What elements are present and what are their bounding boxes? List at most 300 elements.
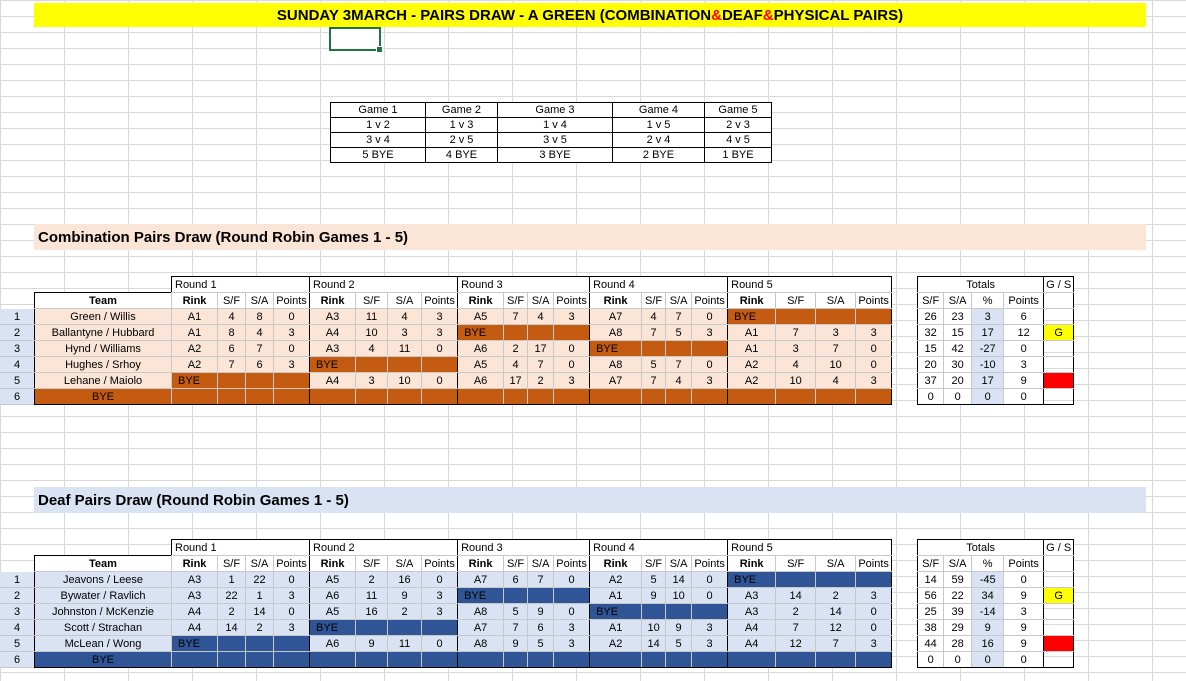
sa-cell[interactable] xyxy=(388,389,422,405)
sf-header[interactable]: S/F xyxy=(776,293,816,309)
schedule-cell[interactable]: 3 BYE xyxy=(498,148,613,163)
sa-cell[interactable]: 17 xyxy=(528,341,554,357)
total-sa[interactable]: 30 xyxy=(944,357,972,373)
sf-cell[interactable]: 2 xyxy=(504,341,528,357)
sf-cell[interactable]: 4 xyxy=(776,357,816,373)
sf-cell[interactable] xyxy=(356,389,388,405)
sa-cell[interactable]: 5 xyxy=(666,325,692,341)
points-cell[interactable]: 0 xyxy=(856,341,892,357)
team-name[interactable]: Hynd / Williams xyxy=(35,341,172,357)
rink-cell[interactable] xyxy=(458,389,504,405)
sa-cell[interactable] xyxy=(246,652,274,668)
sa-cell[interactable]: 3 xyxy=(388,325,422,341)
sf-cell[interactable]: 5 xyxy=(504,604,528,620)
sf-cell[interactable] xyxy=(776,652,816,668)
sa-header[interactable]: S/A xyxy=(816,556,856,572)
sf-cell[interactable]: 14 xyxy=(218,620,246,636)
points-cell[interactable] xyxy=(274,636,310,652)
totals-header[interactable]: S/F xyxy=(918,556,944,572)
points-cell[interactable] xyxy=(856,309,892,325)
total-sa[interactable]: 15 xyxy=(944,325,972,341)
points-header[interactable]: Points xyxy=(692,293,728,309)
sa-cell[interactable]: 10 xyxy=(666,588,692,604)
rink-cell[interactable]: A8 xyxy=(458,636,504,652)
rink-cell[interactable]: BYE xyxy=(172,636,218,652)
points-cell[interactable] xyxy=(554,588,590,604)
sa-cell[interactable]: 7 xyxy=(666,357,692,373)
schedule-cell[interactable]: 1 BYE xyxy=(705,148,772,163)
total-points[interactable]: 0 xyxy=(1004,389,1044,405)
sa-cell[interactable] xyxy=(816,572,856,588)
schedule-cell[interactable]: Game 3 xyxy=(498,103,613,118)
total-points[interactable]: 9 xyxy=(1004,636,1044,652)
rink-cell[interactable]: A3 xyxy=(172,572,218,588)
gs-cell[interactable]: G xyxy=(1044,325,1074,341)
rink-cell[interactable]: A6 xyxy=(310,588,356,604)
rink-cell[interactable]: A4 xyxy=(310,325,356,341)
points-cell[interactable] xyxy=(554,325,590,341)
points-cell[interactable]: 3 xyxy=(554,620,590,636)
sa-cell[interactable] xyxy=(816,652,856,668)
total-sa[interactable]: 59 xyxy=(944,572,972,588)
rink-cell[interactable]: A7 xyxy=(458,620,504,636)
total-sf[interactable]: 56 xyxy=(918,588,944,604)
points-cell[interactable] xyxy=(692,389,728,405)
total-pct[interactable]: 0 xyxy=(972,389,1004,405)
rink-cell[interactable]: A5 xyxy=(310,604,356,620)
gs-cell[interactable] xyxy=(1044,620,1074,636)
sf-cell[interactable]: 5 xyxy=(642,572,666,588)
schedule-cell[interactable]: Game 4 xyxy=(613,103,705,118)
gap-cell[interactable] xyxy=(892,389,918,405)
points-header[interactable]: Points xyxy=(274,293,310,309)
team-name[interactable]: Jeavons / Leese xyxy=(35,572,172,588)
points-cell[interactable]: 3 xyxy=(274,588,310,604)
total-sf[interactable]: 44 xyxy=(918,636,944,652)
sf-cell[interactable]: 2 xyxy=(776,604,816,620)
sa-cell[interactable]: 10 xyxy=(388,373,422,389)
rink-header[interactable]: Rink xyxy=(310,293,356,309)
points-cell[interactable]: 3 xyxy=(554,636,590,652)
total-sa[interactable]: 29 xyxy=(944,620,972,636)
sf-cell[interactable] xyxy=(642,652,666,668)
sf-cell[interactable] xyxy=(218,389,246,405)
sf-cell[interactable]: 10 xyxy=(356,325,388,341)
points-cell[interactable]: 0 xyxy=(554,341,590,357)
rink-cell[interactable] xyxy=(458,652,504,668)
sf-cell[interactable]: 2 xyxy=(356,572,388,588)
sa-cell[interactable] xyxy=(388,620,422,636)
gs-cell[interactable]: S xyxy=(1044,373,1074,389)
sa-cell[interactable]: 4 xyxy=(816,373,856,389)
points-cell[interactable] xyxy=(856,652,892,668)
sf-cell[interactable]: 16 xyxy=(356,604,388,620)
rink-cell[interactable]: A8 xyxy=(590,325,642,341)
round-label[interactable]: Round 5 xyxy=(728,277,892,293)
total-sa[interactable]: 42 xyxy=(944,341,972,357)
schedule-cell[interactable]: Game 1 xyxy=(331,103,426,118)
gs-cell[interactable] xyxy=(1044,309,1074,325)
gap-cell[interactable] xyxy=(892,309,918,325)
sf-cell[interactable] xyxy=(776,309,816,325)
gs-label[interactable]: G / S xyxy=(1044,277,1074,293)
gap-cell[interactable] xyxy=(892,604,918,620)
team-name[interactable]: Hughes / Srhoy xyxy=(35,357,172,373)
sa-cell[interactable]: 10 xyxy=(816,357,856,373)
points-cell[interactable] xyxy=(422,357,458,373)
rink-cell[interactable]: BYE xyxy=(590,604,642,620)
points-cell[interactable]: 3 xyxy=(422,588,458,604)
rink-cell[interactable] xyxy=(172,389,218,405)
sf-cell[interactable]: 10 xyxy=(642,620,666,636)
points-cell[interactable]: 3 xyxy=(692,325,728,341)
fill-handle[interactable] xyxy=(376,46,383,53)
sa-cell[interactable] xyxy=(388,357,422,373)
gs-cell[interactable] xyxy=(1044,652,1074,668)
total-points[interactable]: 3 xyxy=(1004,357,1044,373)
rink-cell[interactable]: A1 xyxy=(590,620,642,636)
sa-cell[interactable]: 4 xyxy=(246,325,274,341)
sa-cell[interactable]: 14 xyxy=(666,572,692,588)
points-cell[interactable]: 0 xyxy=(274,341,310,357)
sa-cell[interactable]: 2 xyxy=(816,588,856,604)
total-sf[interactable]: 37 xyxy=(918,373,944,389)
sa-cell[interactable]: 8 xyxy=(246,309,274,325)
rink-cell[interactable] xyxy=(172,652,218,668)
rink-header[interactable]: Rink xyxy=(458,556,504,572)
team-name[interactable]: Johnston / McKenzie xyxy=(35,604,172,620)
total-sa[interactable]: 0 xyxy=(944,389,972,405)
sa-cell[interactable]: 11 xyxy=(388,636,422,652)
points-cell[interactable]: 0 xyxy=(856,604,892,620)
points-cell[interactable]: 0 xyxy=(554,572,590,588)
rink-cell[interactable]: A2 xyxy=(590,572,642,588)
schedule-cell[interactable]: 1 v 2 xyxy=(331,118,426,133)
points-cell[interactable] xyxy=(554,652,590,668)
total-points[interactable]: 3 xyxy=(1004,604,1044,620)
total-sa[interactable]: 0 xyxy=(944,652,972,668)
sf-cell[interactable]: 4 xyxy=(504,357,528,373)
sf-header[interactable]: S/F xyxy=(504,293,528,309)
sa-cell[interactable]: 14 xyxy=(246,604,274,620)
points-cell[interactable]: 3 xyxy=(422,604,458,620)
sa-header[interactable]: S/A xyxy=(666,293,692,309)
rink-cell[interactable]: A3 xyxy=(310,341,356,357)
total-points[interactable]: 9 xyxy=(1004,588,1044,604)
points-cell[interactable]: 0 xyxy=(692,357,728,373)
sa-cell[interactable]: 7 xyxy=(528,357,554,373)
rink-cell[interactable]: BYE xyxy=(458,325,504,341)
gs-cell[interactable] xyxy=(1044,572,1074,588)
sa-header[interactable]: S/A xyxy=(666,556,692,572)
team-name[interactable]: McLean / Wong xyxy=(35,636,172,652)
points-header[interactable]: Points xyxy=(856,556,892,572)
rink-cell[interactable]: BYE xyxy=(728,572,776,588)
total-pct[interactable]: -14 xyxy=(972,604,1004,620)
sf-cell[interactable]: 2 xyxy=(218,604,246,620)
team-header[interactable]: Team xyxy=(35,556,172,572)
totals-header[interactable]: Points xyxy=(1004,556,1044,572)
sa-cell[interactable]: 7 xyxy=(816,341,856,357)
sf-cell[interactable] xyxy=(776,389,816,405)
points-cell[interactable] xyxy=(856,572,892,588)
sa-cell[interactable]: 6 xyxy=(246,357,274,373)
rink-cell[interactable]: A5 xyxy=(310,572,356,588)
rink-cell[interactable]: A2 xyxy=(172,357,218,373)
gap-cell[interactable] xyxy=(892,540,918,556)
total-points[interactable]: 9 xyxy=(1004,620,1044,636)
total-sa[interactable]: 28 xyxy=(944,636,972,652)
points-cell[interactable]: 0 xyxy=(274,572,310,588)
sa-cell[interactable]: 2 xyxy=(246,620,274,636)
sf-cell[interactable] xyxy=(356,620,388,636)
total-pct[interactable]: -45 xyxy=(972,572,1004,588)
sa-header[interactable]: S/A xyxy=(816,293,856,309)
total-sf[interactable]: 26 xyxy=(918,309,944,325)
rink-cell[interactable]: BYE xyxy=(728,309,776,325)
gs-cell[interactable] xyxy=(1044,389,1074,405)
points-cell[interactable]: 0 xyxy=(692,572,728,588)
blank-cell[interactable] xyxy=(35,540,172,556)
points-cell[interactable]: 0 xyxy=(554,604,590,620)
points-cell[interactable] xyxy=(692,652,728,668)
sa-cell[interactable]: 2 xyxy=(388,604,422,620)
sa-cell[interactable]: 3 xyxy=(816,325,856,341)
gap-cell[interactable] xyxy=(892,277,918,293)
total-pct[interactable]: 9 xyxy=(972,620,1004,636)
sf-header[interactable]: S/F xyxy=(218,293,246,309)
rink-cell[interactable]: A7 xyxy=(458,572,504,588)
points-cell[interactable] xyxy=(274,389,310,405)
schedule-cell[interactable]: 3 v 5 xyxy=(498,133,613,148)
sa-header[interactable]: S/A xyxy=(528,556,554,572)
schedule-cell[interactable]: 3 v 4 xyxy=(331,133,426,148)
gap-cell[interactable] xyxy=(892,357,918,373)
rink-header[interactable]: Rink xyxy=(172,556,218,572)
rink-cell[interactable]: BYE xyxy=(310,357,356,373)
sf-cell[interactable]: 7 xyxy=(776,325,816,341)
totals-label[interactable]: Totals xyxy=(918,277,1044,293)
points-cell[interactable]: 3 xyxy=(856,325,892,341)
gap-cell[interactable] xyxy=(892,588,918,604)
sf-cell[interactable] xyxy=(218,373,246,389)
total-points[interactable]: 12 xyxy=(1004,325,1044,341)
sf-cell[interactable]: 9 xyxy=(504,636,528,652)
points-cell[interactable]: 3 xyxy=(554,373,590,389)
points-cell[interactable]: 0 xyxy=(422,636,458,652)
sa-cell[interactable]: 5 xyxy=(528,636,554,652)
gs-cell[interactable] xyxy=(1044,341,1074,357)
round-label[interactable]: Round 4 xyxy=(590,540,728,556)
rink-cell[interactable] xyxy=(310,389,356,405)
sa-cell[interactable]: 7 xyxy=(528,572,554,588)
total-points[interactable]: 0 xyxy=(1004,652,1044,668)
sf-cell[interactable] xyxy=(504,588,528,604)
total-sf[interactable]: 0 xyxy=(918,652,944,668)
sa-cell[interactable] xyxy=(666,389,692,405)
rink-cell[interactable] xyxy=(590,389,642,405)
rink-cell[interactable]: A6 xyxy=(458,373,504,389)
sf-cell[interactable]: 14 xyxy=(776,588,816,604)
rink-cell[interactable]: BYE xyxy=(590,341,642,357)
gap-cell[interactable] xyxy=(892,373,918,389)
team-name[interactable]: BYE xyxy=(35,652,172,668)
sf-cell[interactable]: 10 xyxy=(776,373,816,389)
sf-cell[interactable]: 3 xyxy=(776,341,816,357)
points-cell[interactable] xyxy=(856,389,892,405)
round-label[interactable]: Round 2 xyxy=(310,540,458,556)
points-cell[interactable]: 3 xyxy=(422,309,458,325)
points-cell[interactable]: 0 xyxy=(422,373,458,389)
points-cell[interactable]: 3 xyxy=(274,357,310,373)
sa-cell[interactable] xyxy=(666,652,692,668)
sf-cell[interactable] xyxy=(642,341,666,357)
totals-header[interactable]: S/A xyxy=(944,556,972,572)
sf-cell[interactable] xyxy=(642,604,666,620)
sf-cell[interactable]: 4 xyxy=(642,309,666,325)
sf-header[interactable]: S/F xyxy=(218,556,246,572)
sa-header[interactable]: S/A xyxy=(388,293,422,309)
rink-cell[interactable]: A4 xyxy=(728,620,776,636)
round-label[interactable]: Round 1 xyxy=(172,540,310,556)
team-name[interactable]: BYE xyxy=(35,389,172,405)
sf-cell[interactable]: 17 xyxy=(504,373,528,389)
points-cell[interactable] xyxy=(554,389,590,405)
sf-cell[interactable] xyxy=(776,572,816,588)
rink-cell[interactable]: A7 xyxy=(590,309,642,325)
sa-header[interactable]: S/A xyxy=(246,293,274,309)
points-cell[interactable]: 3 xyxy=(274,325,310,341)
sa-cell[interactable] xyxy=(528,652,554,668)
sa-cell[interactable] xyxy=(816,389,856,405)
sa-cell[interactable]: 7 xyxy=(246,341,274,357)
sa-cell[interactable]: 16 xyxy=(388,572,422,588)
sa-header[interactable]: S/A xyxy=(528,293,554,309)
gap-cell[interactable] xyxy=(892,341,918,357)
sf-cell[interactable]: 8 xyxy=(218,325,246,341)
total-sf[interactable]: 25 xyxy=(918,604,944,620)
points-cell[interactable] xyxy=(692,604,728,620)
rink-cell[interactable]: A1 xyxy=(590,588,642,604)
rink-cell[interactable]: A1 xyxy=(172,325,218,341)
points-cell[interactable] xyxy=(692,341,728,357)
rink-header[interactable]: Rink xyxy=(172,293,218,309)
sf-cell[interactable] xyxy=(218,636,246,652)
rink-cell[interactable]: A2 xyxy=(590,636,642,652)
sf-cell[interactable]: 14 xyxy=(642,636,666,652)
rink-cell[interactable]: A8 xyxy=(590,357,642,373)
rink-cell[interactable]: A6 xyxy=(458,341,504,357)
total-sa[interactable]: 22 xyxy=(944,588,972,604)
rink-cell[interactable]: A1 xyxy=(728,341,776,357)
total-pct[interactable]: 17 xyxy=(972,373,1004,389)
selected-cell[interactable] xyxy=(329,27,381,51)
gap-cell[interactable] xyxy=(892,652,918,668)
totals-header[interactable]: S/A xyxy=(944,293,972,309)
round-label[interactable]: Round 2 xyxy=(310,277,458,293)
sa-cell[interactable]: 2 xyxy=(528,373,554,389)
sf-cell[interactable]: 11 xyxy=(356,309,388,325)
sf-cell[interactable]: 6 xyxy=(504,572,528,588)
sa-cell[interactable]: 6 xyxy=(528,620,554,636)
points-cell[interactable] xyxy=(422,620,458,636)
rink-cell[interactable]: A4 xyxy=(172,620,218,636)
schedule-cell[interactable]: 2 BYE xyxy=(613,148,705,163)
sa-cell[interactable] xyxy=(246,636,274,652)
sa-cell[interactable]: 9 xyxy=(528,604,554,620)
points-cell[interactable]: 0 xyxy=(692,309,728,325)
round-label[interactable]: Round 3 xyxy=(458,540,590,556)
schedule-cell[interactable]: 2 v 3 xyxy=(705,118,772,133)
total-pct[interactable]: -27 xyxy=(972,341,1004,357)
total-pct[interactable]: -10 xyxy=(972,357,1004,373)
schedule-cell[interactable]: 4 BYE xyxy=(426,148,498,163)
sa-cell[interactable] xyxy=(528,588,554,604)
sa-cell[interactable]: 11 xyxy=(388,341,422,357)
sf-cell[interactable]: 1 xyxy=(218,572,246,588)
rink-cell[interactable]: BYE xyxy=(172,373,218,389)
round-label[interactable]: Round 1 xyxy=(172,277,310,293)
gs-header-blank[interactable] xyxy=(1044,293,1074,309)
totals-header[interactable]: % xyxy=(972,556,1004,572)
sf-cell[interactable]: 9 xyxy=(642,588,666,604)
rink-cell[interactable]: A3 xyxy=(172,588,218,604)
rink-cell[interactable]: A3 xyxy=(728,604,776,620)
team-header[interactable]: Team xyxy=(35,293,172,309)
blank-cell[interactable] xyxy=(35,277,172,293)
gap-cell[interactable] xyxy=(892,620,918,636)
sf-cell[interactable] xyxy=(504,325,528,341)
sa-cell[interactable]: 4 xyxy=(666,373,692,389)
rink-cell[interactable]: A1 xyxy=(172,309,218,325)
sf-cell[interactable]: 7 xyxy=(218,357,246,373)
sa-cell[interactable] xyxy=(246,389,274,405)
sf-cell[interactable] xyxy=(356,357,388,373)
points-header[interactable]: Points xyxy=(274,556,310,572)
round-label[interactable]: Round 5 xyxy=(728,540,892,556)
points-cell[interactable]: 3 xyxy=(692,636,728,652)
schedule-cell[interactable]: Game 2 xyxy=(426,103,498,118)
total-pct[interactable]: 0 xyxy=(972,652,1004,668)
sa-cell[interactable]: 9 xyxy=(388,588,422,604)
rink-header[interactable]: Rink xyxy=(310,556,356,572)
schedule-cell[interactable]: 1 v 5 xyxy=(613,118,705,133)
gap-cell[interactable] xyxy=(892,556,918,572)
rink-cell[interactable]: A2 xyxy=(172,341,218,357)
sf-cell[interactable]: 7 xyxy=(642,373,666,389)
rink-cell[interactable]: A8 xyxy=(458,604,504,620)
points-header[interactable]: Points xyxy=(856,293,892,309)
schedule-cell[interactable]: 5 BYE xyxy=(331,148,426,163)
totals-header[interactable]: Points xyxy=(1004,293,1044,309)
round-label[interactable]: Round 4 xyxy=(590,277,728,293)
sf-cell[interactable]: 11 xyxy=(356,588,388,604)
points-cell[interactable]: 3 xyxy=(856,588,892,604)
sf-cell[interactable]: 7 xyxy=(504,309,528,325)
rink-cell[interactable]: A3 xyxy=(728,588,776,604)
sa-cell[interactable]: 4 xyxy=(528,309,554,325)
rink-cell[interactable]: A1 xyxy=(728,325,776,341)
sa-cell[interactable] xyxy=(816,309,856,325)
points-cell[interactable] xyxy=(422,652,458,668)
sf-header[interactable]: S/F xyxy=(776,556,816,572)
totals-header[interactable]: S/F xyxy=(918,293,944,309)
sf-cell[interactable]: 4 xyxy=(218,309,246,325)
sa-cell[interactable]: 12 xyxy=(816,620,856,636)
schedule-cell[interactable]: 2 v 5 xyxy=(426,133,498,148)
points-header[interactable]: Points xyxy=(692,556,728,572)
sf-cell[interactable]: 7 xyxy=(504,620,528,636)
